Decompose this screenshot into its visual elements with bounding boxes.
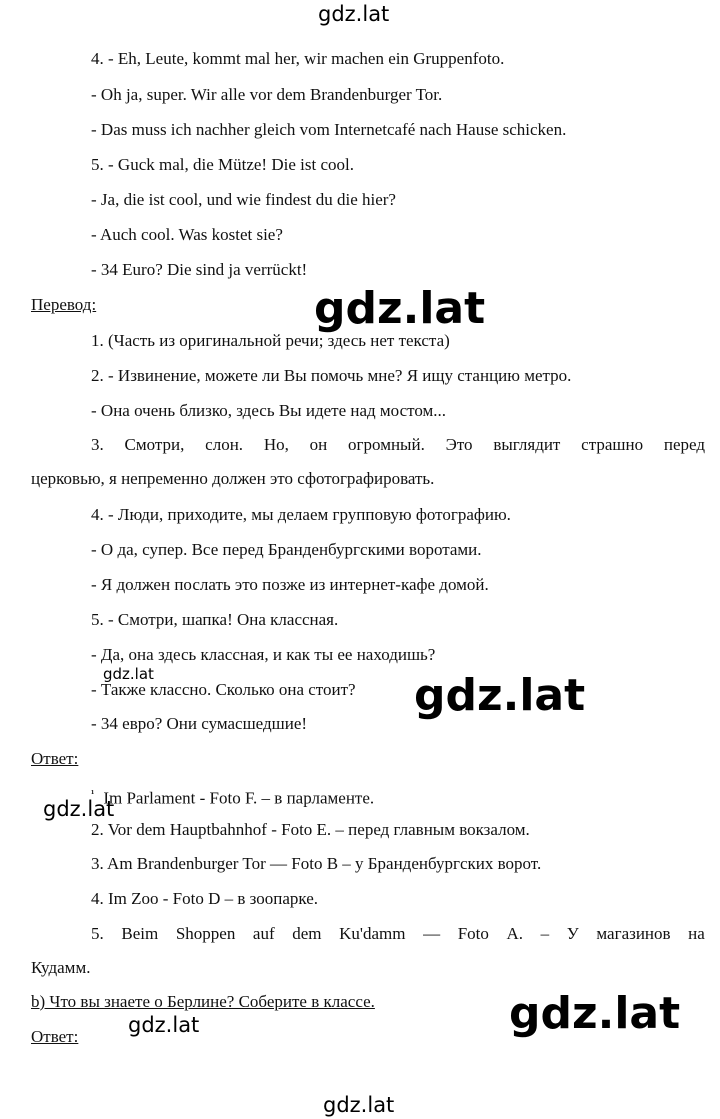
word: Смотри, — [124, 435, 185, 454]
watermark-bottom: gdz.lat — [323, 1093, 395, 1117]
word: auf — [252, 924, 275, 943]
word: выглядит — [493, 435, 561, 454]
word: он — [309, 435, 328, 454]
word: Beim — [121, 924, 159, 943]
translation-line: - Также классно. Сколько она стоит? — [91, 680, 356, 699]
translation-line: церковью, я непременно должен это сфотографировать. — [31, 469, 435, 488]
german-line: - Auch cool. Was kostet sie? — [91, 225, 283, 244]
german-line: - Oh ja, super. Wir alle vor dem Brandenburger Tor. — [91, 85, 443, 104]
watermark-large-3: gdz.lat — [509, 988, 681, 1039]
translation-line: - 34 евро? Они сумасшедшие! — [91, 714, 308, 733]
translation-justified-line — [91, 434, 705, 456]
answer-number: ¹ — [91, 788, 95, 800]
translation-line: - Она очень близко, здесь Вы идете над мостом... — [91, 401, 447, 420]
translation-line: 1. (Часть из оригинальной речи; здесь нет текста) — [91, 331, 450, 350]
german-line: - 34 Euro? Die sind ja verrückt! — [91, 260, 308, 279]
word: A. — [506, 924, 524, 943]
word: Это — [445, 435, 473, 454]
word: Ku'damm — [339, 924, 406, 943]
translation-line: 4. - Люди, приходите, мы делаем групповую фотографию. — [91, 505, 511, 524]
german-line: 4. - Eh, Leute, kommt mal her, wir machen ein Gruppenfoto. — [91, 49, 505, 68]
watermark-large-1: gdz.lat — [314, 283, 486, 334]
watermark-small-1: gdz.lat — [103, 665, 154, 683]
answer-line: Кудамм. — [31, 958, 91, 977]
translation-line: - Я должен послать это позже из интернет-кафе домой. — [91, 575, 489, 594]
answer-line: 3. Am Brandenburger Tor — Foto B – у Бранденбургских ворот. — [91, 854, 542, 873]
word: 5. — [91, 924, 104, 943]
translation-heading: Перевод: — [31, 295, 97, 314]
word: У — [566, 924, 579, 943]
word: — — [423, 924, 441, 943]
watermark-small-3: gdz.lat — [128, 1013, 200, 1037]
translation-line: 2. - Извинение, можете ли Вы помочь мне? Я ищу станцию метро. — [91, 366, 572, 385]
word: страшно — [581, 435, 644, 454]
answer-heading: Ответ: — [31, 749, 79, 768]
german-line: - Das muss ich nachher gleich vom Internetcafé nach Hause schicken. — [91, 120, 567, 139]
word: огромный. — [348, 435, 425, 454]
german-line: - Ja, die ist cool, und wie findest du die hier? — [91, 190, 396, 209]
translation-line: 5. - Смотри, шапка! Она классная. — [91, 610, 339, 629]
word: – — [540, 924, 550, 943]
answer-justified-line — [91, 923, 705, 945]
word: 3. — [91, 435, 104, 454]
answer-line: 4. Im Zoo - Foto D – в зоопарке. — [91, 889, 319, 908]
translation-line: - О да, супер. Все перед Бранденбургскими воротами. — [91, 540, 482, 559]
answer-line — [91, 783, 374, 810]
answer-line: 2. Vor dem Hauptbahnhof - Foto E. – перед главным вокзалом. — [91, 820, 530, 839]
word: dem — [292, 924, 322, 943]
word: Shoppen — [175, 924, 236, 943]
word: Foto — [457, 924, 489, 943]
word: на — [688, 924, 705, 943]
watermark-top: gdz.lat — [318, 2, 390, 26]
word: Но, — [263, 435, 289, 454]
translation-line: - Да, она здесь классная, и как ты ее находишь? — [91, 645, 436, 664]
word: слон. — [205, 435, 244, 454]
german-line: 5. - Guck mal, die Mütze! Die ist cool. — [91, 155, 354, 174]
word: перед — [663, 435, 705, 454]
answer-text: Im Parlament - Foto F. – в парламенте. — [103, 788, 375, 808]
watermark-small-2: gdz.lat — [43, 797, 115, 821]
task-b-heading: b) Что вы знаете о Берлине? Соберите в классе. — [31, 992, 375, 1011]
answer-heading-2: Ответ: — [31, 1027, 79, 1046]
watermark-large-2: gdz.lat — [414, 670, 586, 721]
word: магазинов — [596, 924, 671, 943]
